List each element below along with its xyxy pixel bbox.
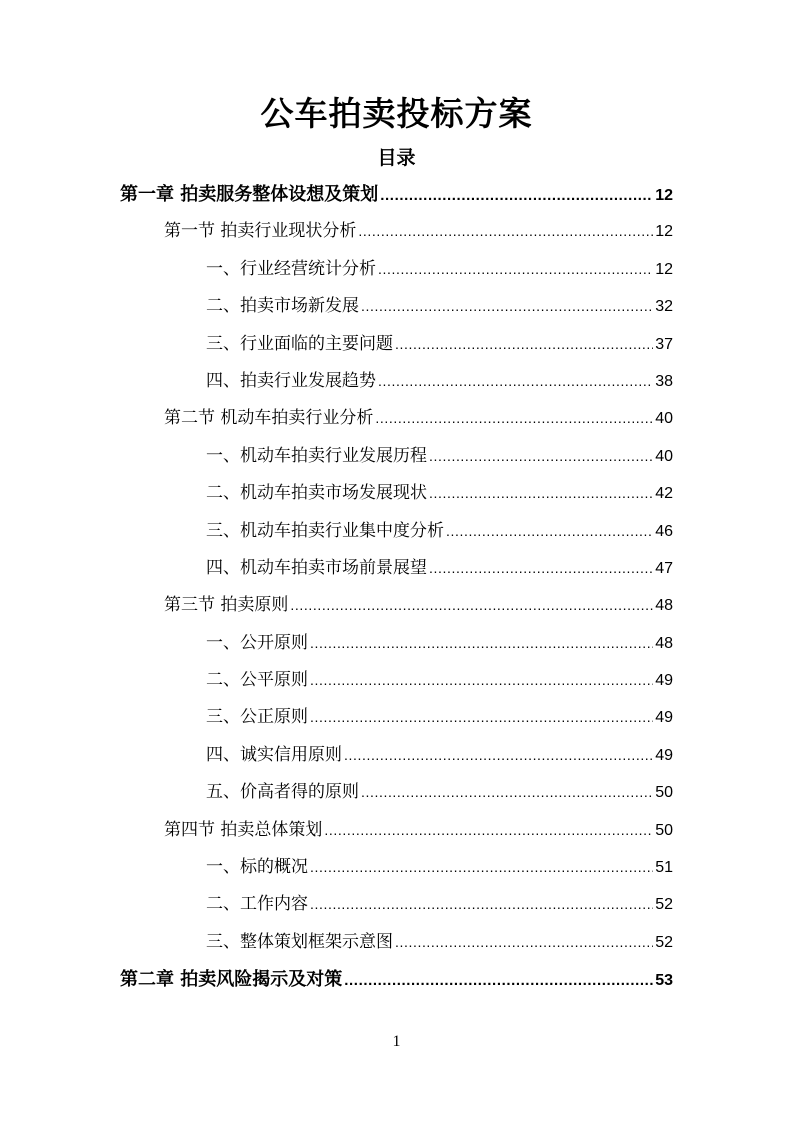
toc-entry-page: 12 (655, 223, 673, 241)
toc-entry-title: 四、机动车拍卖市场前景展望 (206, 557, 427, 578)
toc-subsection-entry[interactable] (120, 625, 673, 662)
toc-subsection-entry[interactable] (120, 513, 673, 550)
toc-dot-leader (380, 177, 653, 214)
toc-chapter-entry[interactable] (120, 961, 673, 998)
toc-subsection-entry[interactable] (120, 438, 673, 475)
toc-subsection-entry[interactable] (120, 326, 673, 363)
toc-entry-title: 一、行业经营统计分析 (206, 258, 376, 279)
toc-entry-title: 五、价高者得的原则 (206, 782, 359, 803)
document-title: 公车拍卖投标方案 (260, 94, 533, 133)
toc-entry-page: 38 (655, 372, 673, 390)
toc-entry-title: 一、标的概况 (206, 857, 308, 878)
toc-dot-leader (310, 625, 653, 662)
toc-entry-page: 52 (655, 933, 673, 951)
toc-entry-page: 48 (655, 634, 673, 652)
toc-entry-title: 第三节 拍卖原则 (164, 595, 289, 616)
toc-dot-leader (310, 662, 653, 699)
toc-entry-page: 51 (655, 859, 673, 877)
table-of-contents (120, 176, 673, 999)
toc-entry-page: 40 (655, 410, 673, 428)
toc-dot-leader (310, 699, 653, 736)
toc-entry-page: 49 (655, 709, 673, 727)
toc-entry-title: 三、行业面临的主要问题 (206, 333, 393, 354)
toc-entry-page: 49 (655, 746, 673, 764)
toc-dot-leader (378, 363, 653, 400)
toc-entry-title: 第一章 拍卖服务整体设想及策划 (120, 184, 379, 205)
toc-entry-title: 第一节 拍卖行业现状分析 (164, 221, 357, 242)
toc-entry-page: 49 (655, 672, 673, 690)
toc-subsection-entry[interactable] (120, 251, 673, 288)
toc-entry-title: 三、整体策划框架示意图 (206, 931, 393, 952)
toc-dot-leader (324, 812, 653, 849)
toc-subsection-entry[interactable] (120, 924, 673, 961)
toc-section-entry[interactable] (120, 213, 673, 250)
toc-entry-title: 四、拍卖行业发展趋势 (206, 370, 376, 391)
toc-entry-title: 一、公开原则 (206, 632, 308, 653)
toc-entry-title: 第二节 机动车拍卖行业分析 (164, 408, 374, 429)
toc-dot-leader (395, 924, 653, 961)
toc-subsection-entry[interactable] (120, 475, 673, 512)
toc-subsection-entry[interactable] (120, 288, 673, 325)
toc-dot-leader (344, 962, 653, 999)
toc-entry-title: 四、诚实信用原则 (206, 744, 342, 765)
toc-entry-page: 12 (655, 187, 673, 204)
toc-chapter-entry[interactable] (120, 176, 673, 213)
toc-subsection-entry[interactable] (120, 849, 673, 886)
toc-subsection-entry[interactable] (120, 886, 673, 923)
toc-section-entry[interactable] (120, 587, 673, 624)
toc-section-entry[interactable] (120, 400, 673, 437)
toc-dot-leader (429, 475, 653, 512)
toc-dot-leader (290, 587, 653, 624)
toc-dot-leader (395, 326, 653, 363)
toc-entry-page: 53 (655, 972, 673, 990)
toc-entry-title: 三、公正原则 (206, 707, 308, 728)
toc-entry-page: 47 (655, 559, 673, 577)
toc-dot-leader (310, 886, 653, 923)
toc-entry-page: 48 (655, 597, 673, 615)
toc-subsection-entry[interactable] (120, 699, 673, 736)
toc-entry-title: 二、工作内容 (206, 894, 308, 915)
toc-dot-leader (446, 513, 653, 550)
toc-subsection-entry[interactable] (120, 774, 673, 811)
toc-entry-title: 二、公平原则 (206, 670, 308, 691)
toc-entry-page: 12 (655, 260, 673, 278)
toc-subsection-entry[interactable] (120, 550, 673, 587)
toc-dot-leader (361, 288, 653, 325)
toc-heading: 目录 (377, 147, 416, 169)
toc-entry-page: 50 (655, 821, 673, 839)
toc-subsection-entry[interactable] (120, 662, 673, 699)
toc-entry-page: 37 (655, 335, 673, 353)
toc-entry-page: 40 (655, 447, 673, 465)
toc-entry-title: 第四节 拍卖总体策划 (164, 819, 323, 840)
toc-dot-leader (358, 213, 653, 250)
page-number: 1 (392, 1033, 401, 1050)
toc-dot-leader (429, 550, 653, 587)
toc-entry-title: 一、机动车拍卖行业发展历程 (206, 445, 427, 466)
toc-section-entry[interactable] (120, 812, 673, 849)
toc-entry-page: 46 (655, 522, 673, 540)
toc-dot-leader (344, 737, 653, 774)
toc-entry-title: 二、拍卖市场新发展 (206, 296, 359, 317)
toc-dot-leader (378, 251, 653, 288)
toc-subsection-entry[interactable] (120, 737, 673, 774)
toc-entry-title: 第二章 拍卖风险揭示及对策 (120, 969, 343, 991)
toc-subsection-entry[interactable] (120, 363, 673, 400)
toc-dot-leader (429, 438, 653, 475)
toc-entry-page: 52 (655, 896, 673, 914)
toc-entry-page: 42 (655, 485, 673, 503)
toc-entry-title: 二、机动车拍卖市场发展现状 (206, 483, 427, 504)
toc-dot-leader (310, 849, 653, 886)
toc-entry-page: 50 (655, 784, 673, 802)
toc-dot-leader (375, 400, 653, 437)
toc-entry-title: 三、机动车拍卖行业集中度分析 (206, 520, 444, 541)
toc-dot-leader (361, 774, 653, 811)
toc-entry-page: 32 (655, 298, 673, 316)
